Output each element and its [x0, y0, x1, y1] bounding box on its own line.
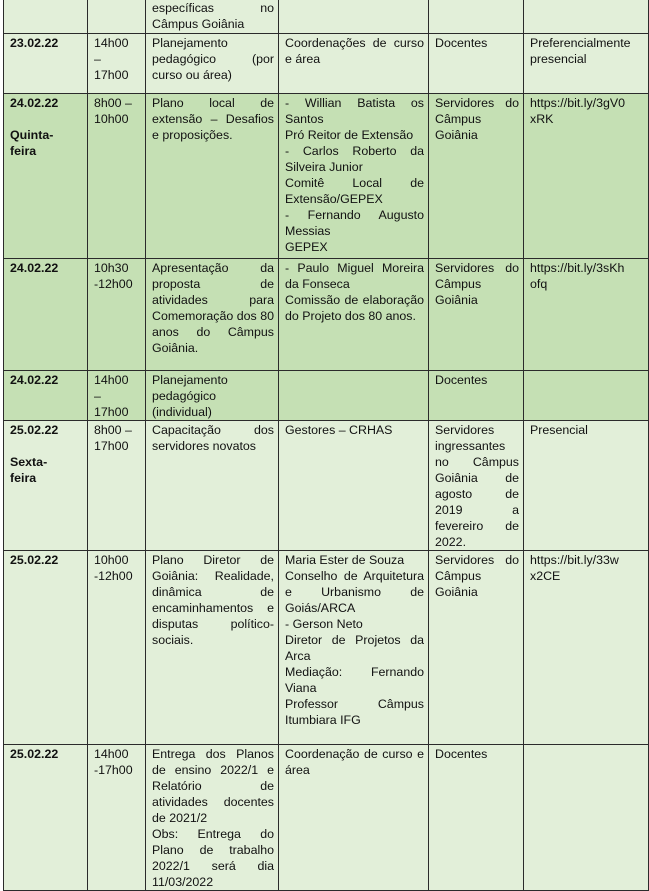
date-cell: 23.02.22 [4, 34, 88, 94]
mode-cell: https://bit.ly/3sKh ofq [524, 259, 649, 371]
time-cell: 8h00 – 10h00 [88, 94, 146, 259]
table-row [4, 551, 649, 745]
responsible-cell: Coordenação de curso e área [279, 745, 429, 891]
time-cell: 10h30 -12h00 [88, 259, 146, 371]
mode-cell: Presencial [524, 421, 649, 551]
date-cell: 24.02.22 [4, 259, 88, 371]
audience-cell: Docentes [429, 745, 524, 891]
audience-cell: Servidores do Câmpus Goiânia [429, 259, 524, 371]
responsible-cell: - Paulo Miguel Moreira da Fonseca Comissão de elaboração do Projeto dos 80 anos. [279, 259, 429, 371]
activity-cell: Capacitação dos servidores novatos [146, 421, 279, 551]
responsible-cell: Gestores – CRHAS [279, 421, 429, 551]
table-row [4, 34, 649, 94]
activity-cell: específicas no Câmpus Goiânia [146, 0, 279, 34]
time-cell: 10h00 -12h00 [88, 551, 146, 745]
time-cell: 14h00 -17h00 [88, 745, 146, 891]
mode-cell [524, 0, 649, 34]
activity-cell: Apresentação da proposta de atividades para Comemoração dos 80 anos do Câmpus Goiânia. [146, 259, 279, 371]
table-row [4, 745, 649, 891]
time-cell: 14h00 – 17h00 [88, 34, 146, 94]
time-cell: 8h00 – 17h00 [88, 421, 146, 551]
audience-cell: Servidores ingressantes no Câmpus Goiânia de agosto de 2019 a fevereiro de 2022. [429, 421, 524, 551]
mode-cell [524, 371, 649, 421]
audience-cell: Servidores do Câmpus Goiânia [429, 551, 524, 745]
date-cell: 25.02.22 [4, 745, 88, 891]
activity-cell: Entrega dos Planos de ensino 2022/1 e Relatório de atividades docentes de 2021/2 Obs: Entrega do Plano de trabalho 2022/1 será dia 11/03/2022 [146, 745, 279, 891]
date-cell: 24.02.22 [4, 371, 88, 421]
activity-cell: Plano local de extensão – Desafios e proposições. [146, 94, 279, 259]
date-cell: 24.02.22 Quinta- feira [4, 94, 88, 259]
mode-cell [524, 745, 649, 891]
audience-cell [429, 0, 524, 34]
activity-cell: Planejamento pedagógico (por curso ou área) [146, 34, 279, 94]
mode-cell: https://bit.ly/33w x2CE [524, 551, 649, 745]
table-row [4, 259, 649, 371]
activity-cell: Plano Diretor de Goiânia: Realidade, dinâmica de encaminhamentos e disputas político-sociais. [146, 551, 279, 745]
schedule-table [3, 0, 649, 891]
responsible-cell: Maria Ester de Souza Conselho de Arquitetura e Urbanismo de Goiás/ARCA - Gerson Neto Diretor de Projetos da Arca Mediação: Fernando Viana Professor Câmpus Itumbiara IFG [279, 551, 429, 745]
responsible-cell: - Willian Batista os Santos Pró Reitor de Extensão - Carlos Roberto da Silveira Junior Comitê Local de Extensão/GEPEX - Fernando Augusto Messias GEPEX [279, 94, 429, 259]
audience-cell: Docentes [429, 34, 524, 94]
table-row [4, 94, 649, 259]
audience-cell: Servidores do Câmpus Goiânia [429, 94, 524, 259]
mode-cell: Preferencialmente presencial [524, 34, 649, 94]
time-cell: 14h00 – 17h00 [88, 371, 146, 421]
table-row [4, 0, 649, 34]
table-row [4, 371, 649, 421]
mode-cell: https://bit.ly/3gV0 xRK [524, 94, 649, 259]
date-cell: 25.02.22 Sexta- feira [4, 421, 88, 551]
activity-cell: Planejamento pedagógico (individual) [146, 371, 279, 421]
audience-cell: Docentes [429, 371, 524, 421]
date-cell: 25.02.22 [4, 551, 88, 745]
responsible-cell: Coordenações de curso e área [279, 34, 429, 94]
time-cell [88, 0, 146, 34]
date-cell [4, 0, 88, 34]
responsible-cell [279, 371, 429, 421]
table-row [4, 421, 649, 551]
responsible-cell [279, 0, 429, 34]
